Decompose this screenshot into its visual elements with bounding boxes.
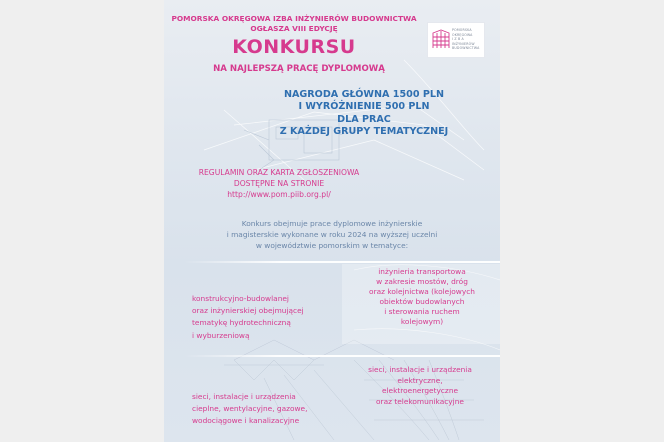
competition-poster [164, 0, 500, 442]
page-title: KONKURSU [232, 36, 356, 58]
rules-url-link[interactable]: http://www.pom.piib.org.pl/ [227, 190, 331, 199]
prize-info: NAGRODA GŁÓWNA 1500 PLN I WYRÓŻNIENIE 500 PLN DLA PRAC Z KAŻDEJ GRUPY TEMATYCZNEJ [279, 89, 449, 138]
edition-announcement: OGŁASZA VIII EDYCJĘ [250, 24, 338, 33]
piib-logo [427, 22, 485, 58]
piib-logo-mark-icon [432, 29, 450, 49]
topic-electrical: sieci, instalacje i urządzenia elektryczne, elektroenergetyczne oraz telekomunikacyjne [368, 365, 472, 406]
divider [184, 261, 500, 263]
divider [184, 355, 500, 357]
rules-info: REGULAMIN ORAZ KARTA ZGŁOSZENIOWA DOSTĘPNE NA STRONIE [198, 168, 360, 188]
competition-description: Konkurs obejmuje prace dyplomowe inżynierskie i magisterskie wykonane w roku 2024 na wyższej uczelni w województwie pomorskim w tematyce: [226, 219, 438, 251]
topic-transport: inżynieria transportowa w zakresie mostów, dróg oraz kolejnictwa (kolejowych obiektów budowlanych i sterowania ruchem kolejowym) [369, 267, 475, 326]
topic-sanitary: sieci, instalacje i urządzenia cieplne, wentylacyjne, gazowe, wodociągowe i kanalizacyjne [192, 392, 308, 426]
topic-construction: konstrukcyjno-budowlanej oraz inżynierskiej obejmującej tematykę hydrotechniczną i wyburzeniową [192, 294, 304, 340]
page-subtitle: NA NAJLEPSZĄ PRACĘ DYPLOMOWĄ [213, 64, 385, 74]
piib-logo-text: POMORSKA OKRĘGOWA I Z B A INŻYNIERÓW BUDOWNICTWA [452, 28, 480, 50]
organizer-name: POMORSKA OKRĘGOWA IZBA INŻYNIERÓW BUDOWNICTWA [171, 14, 417, 23]
